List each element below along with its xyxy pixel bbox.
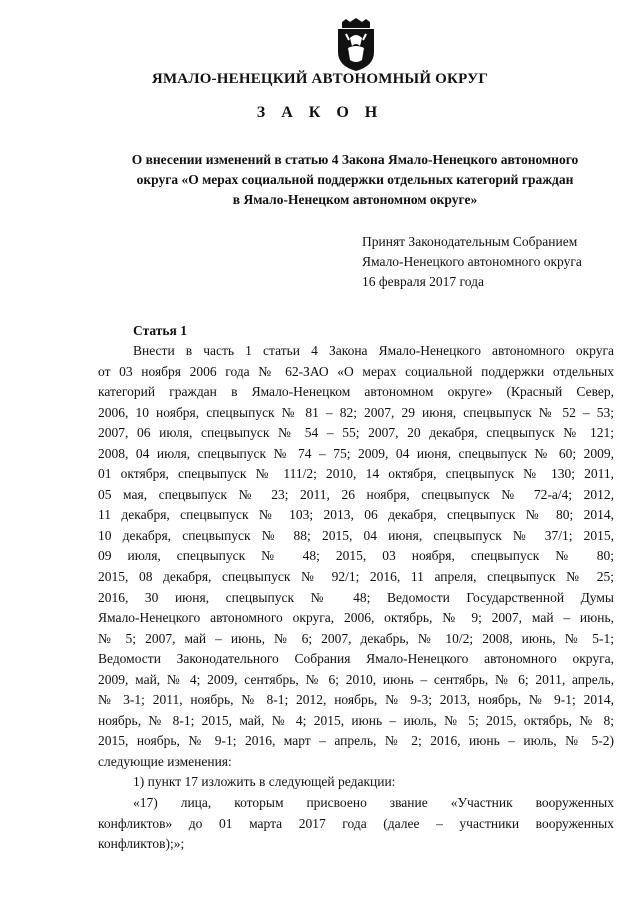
- body-line: Ведомости Законодательного Собрания Ямало-Ненецкого автономного округа,: [98, 651, 614, 667]
- body-line: 11 декабря, спецвыпуск № 103; 2013, 06 декабря, спецвыпуск № 80; 2014,: [98, 507, 614, 523]
- adoption-note-line: Ямало-Ненецкого автономного округа: [362, 254, 582, 269]
- body-line: следующие изменения:: [98, 753, 232, 769]
- document-type: З А К О Н: [256, 104, 384, 121]
- adoption-note-line: 16 февраля 2017 года: [362, 274, 484, 289]
- coat-of-arms-emblem: [332, 18, 380, 72]
- body-line: категорий граждан в Ямало-Ненецком автономном округе» (Красный Север,: [98, 384, 614, 400]
- body-line: 09 июля, спецвыпуск № 48; 2015, 03 ноября, спецвыпуск № 80;: [98, 548, 614, 564]
- body-line: 01 октября, спецвыпуск № 111/2; 2010, 14 октября, спецвыпуск № 130; 2011,: [98, 466, 614, 482]
- body-line: от 03 ноября 2006 года № 62-ЗАО «О мерах социальной поддержки отдельных: [98, 363, 614, 379]
- adoption-note-line: Принят Законодательным Собранием: [362, 234, 578, 249]
- body-line: 2009, май, № 4; 2009, сентябрь, № 6; 2010, июнь – сентябрь, № 6; 2011, апрель,: [98, 671, 614, 687]
- law-title-line: в Ямало-Ненецком автономном округе»: [232, 192, 478, 207]
- body-line: 05 мая, спецвыпуск № 23; 2011, 26 ноября, спецвыпуск № 72-а/4; 2012,: [98, 486, 614, 502]
- body-line: 10 декабря, спецвыпуск № 88; 2015, 04 июня, спецвыпуск № 37/1; 2015,: [98, 527, 614, 543]
- body-line: 2007, 06 июля, спецвыпуск № 54 – 55; 2007, 20 декабря, спецвыпуск № 121;: [98, 425, 614, 441]
- law-title: [70, 150, 640, 210]
- body-line: Внести в часть 1 статьи 4 Закона Ямало-Ненецкого автономного округа: [133, 343, 614, 358]
- body-line: Ямало-Ненецкого автономного округа, 2006, октябрь, № 9; 2007, май – июнь,: [98, 610, 614, 626]
- body-line: «17) лица, которым присвоено звание «Участник вооруженных: [133, 795, 614, 811]
- body-line: 2015, 08 декабря, спецвыпуск № 92/1; 2016, 11 апреля, спецвыпуск № 25;: [98, 569, 614, 585]
- law-title-line: округа «О мерах социальной поддержки отдельных категорий граждан: [136, 172, 574, 187]
- adoption-note: [362, 232, 582, 292]
- body-line: 2008, 04 июля, спецвыпуск № 74 – 75; 2009, 04 июня, спецвыпуск № 60; 2009,: [98, 445, 614, 461]
- body-line: № 3-1; 2011, ноябрь, № 8-1; 2012, ноябрь, № 9-3; 2013, ноябрь, № 9-1; 2014,: [98, 692, 614, 708]
- region-name: ЯМАЛО-НЕНЕЦКИЙ АВТОНОМНЫЙ ОКРУГ: [151, 71, 489, 87]
- body-line: № 5; 2007, май – июнь, № 6; 2007, декабрь, № 10/2; 2008, июнь, № 5-1;: [98, 630, 614, 646]
- body-line: 1) пункт 17 изложить в следующей редакции:: [133, 774, 396, 790]
- article-heading: Статья 1: [133, 323, 187, 338]
- body-line: 2015, ноябрь, № 9-1; 2016, март – апрель, № 2; 2016, июнь – июль, № 5-2): [98, 733, 614, 749]
- body-line: конфликтов);»;: [98, 836, 185, 852]
- body-line: конфликтов» до 01 марта 2017 года (далее – участники вооруженных: [98, 815, 614, 831]
- body-line: ноябрь, № 8-1; 2015, май, № 4; 2015, июнь – июль, № 5; 2015, октябрь, № 8;: [98, 712, 614, 728]
- body-line: 2016, 30 июня, спецвыпуск № 48; Ведомости Государственной Думы: [98, 589, 614, 605]
- law-title-line: О внесении изменений в статью 4 Закона Ямало-Ненецкого автономного: [131, 152, 579, 167]
- body-line: 2006, 10 ноября, спецвыпуск № 81 – 82; 2007, 29 июня, спецвыпуск № 52 – 53;: [98, 404, 614, 420]
- article-body: [98, 341, 614, 855]
